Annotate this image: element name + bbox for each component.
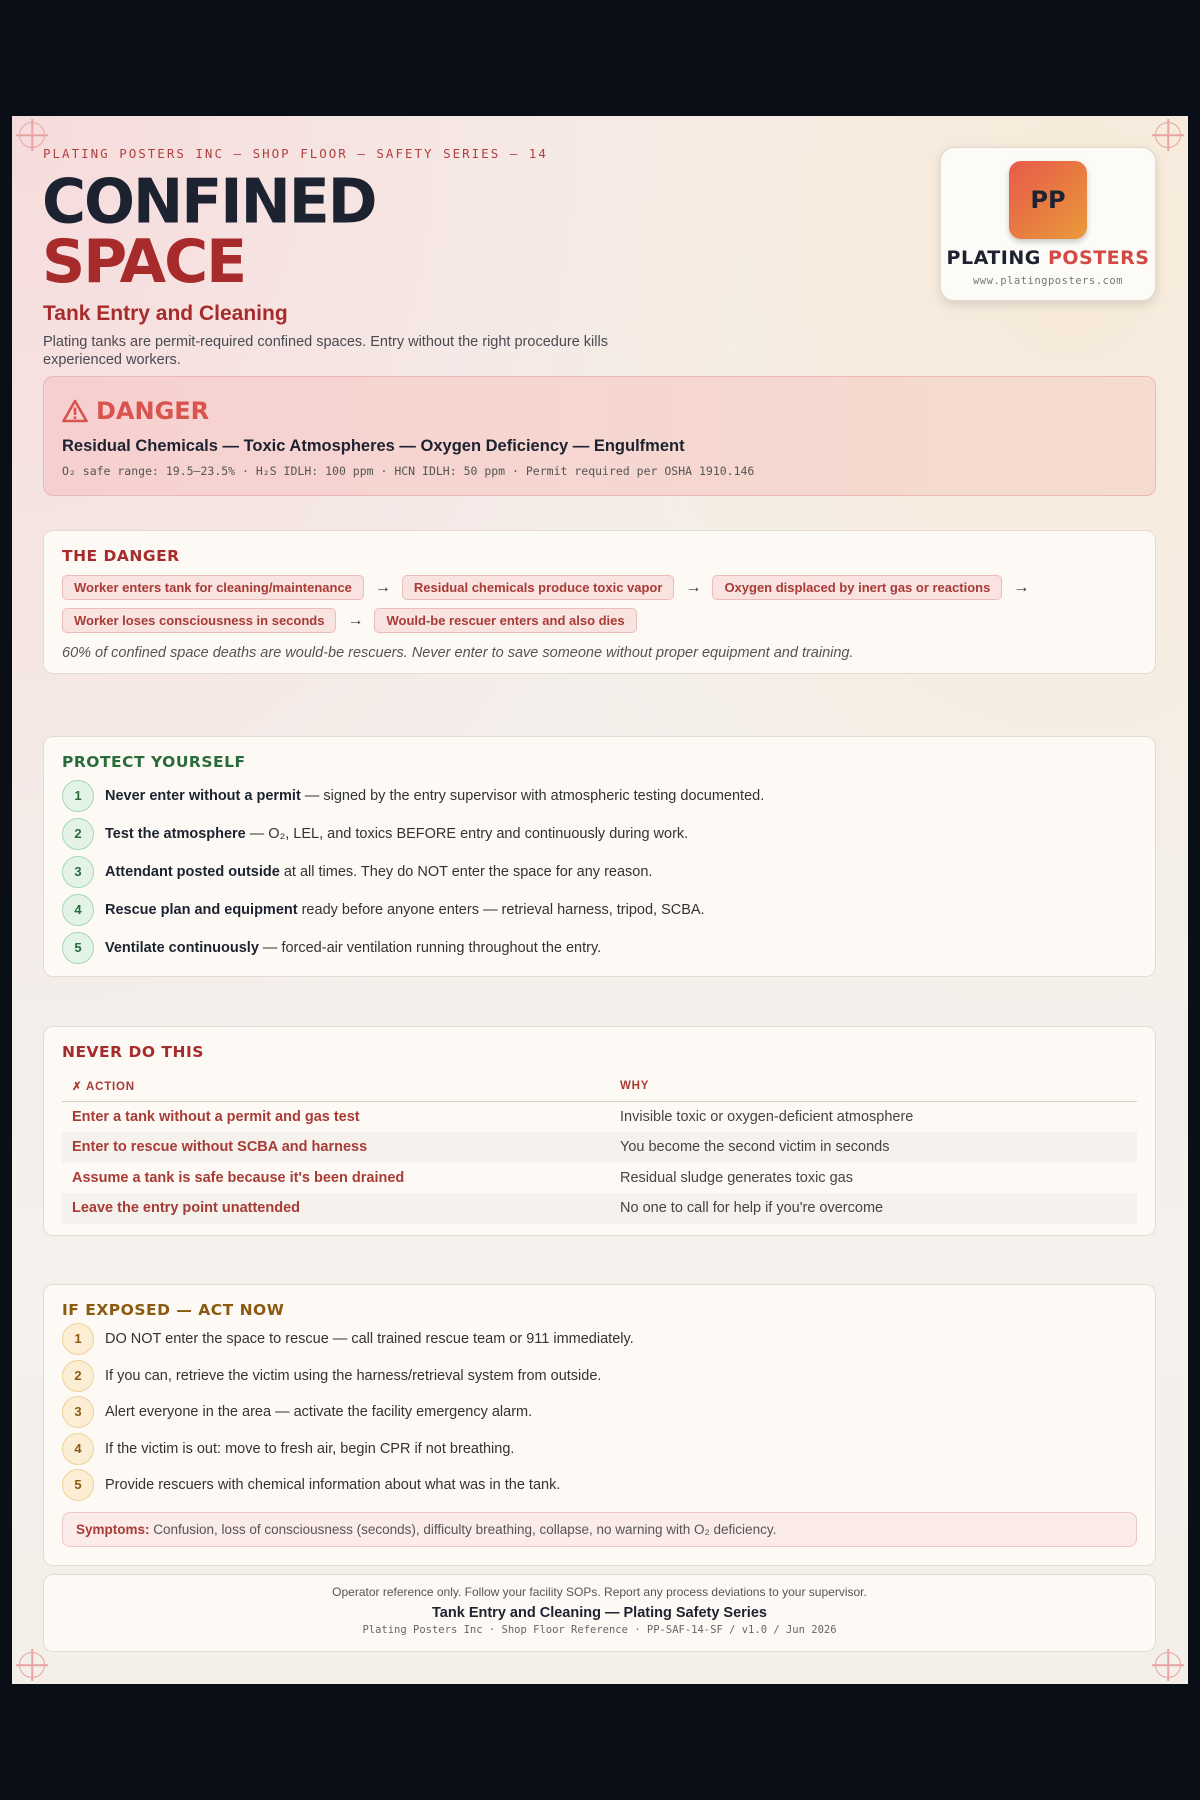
step-text bbox=[105, 902, 705, 918]
arrow-right-icon: → bbox=[685, 578, 702, 596]
step-rest: — forced-air ventilation running throughout the entry. bbox=[258, 940, 602, 956]
cell-why: Invisible toxic or oxygen-deficient atmosphere bbox=[620, 1109, 914, 1125]
list-item bbox=[62, 1431, 1137, 1468]
list-item bbox=[62, 1321, 1137, 1358]
brand-name bbox=[941, 247, 1155, 269]
footer-disclaimer: Operator reference only. Follow your facility SOPs. Report any process deviations to your supervisor. bbox=[332, 1585, 867, 1599]
step-bold: Never enter without a permit bbox=[105, 788, 301, 804]
step-number: 3 bbox=[62, 1396, 94, 1428]
brand-logo-card bbox=[940, 147, 1156, 301]
step-text: Provide rescuers with chemical information about what was in the tank. bbox=[105, 1477, 561, 1494]
cell-action: Leave the entry point unattended bbox=[62, 1193, 610, 1224]
column-header-why: WHY bbox=[610, 1073, 1137, 1102]
list-item bbox=[62, 815, 1137, 853]
crosshair-top-right bbox=[1155, 122, 1181, 148]
chain-step: Worker enters tank for cleaning/maintenance bbox=[62, 575, 364, 600]
footer-series-title: Tank Entry and Cleaning — Plating Safety Series bbox=[432, 1605, 767, 1621]
step-number: 4 bbox=[62, 1433, 94, 1465]
step-text: Alert everyone in the area — activate the facility emergency alarm. bbox=[105, 1404, 533, 1421]
arrow-right-icon: → bbox=[347, 611, 364, 629]
list-item bbox=[62, 1358, 1137, 1395]
step-number: 2 bbox=[62, 818, 94, 850]
chain-step: Oxygen displaced by inert gas or reactions bbox=[712, 575, 1002, 600]
danger-heading-text: DANGER bbox=[96, 397, 210, 425]
protect-yourself-card bbox=[43, 736, 1156, 977]
crosshair-bottom-left bbox=[19, 1652, 45, 1678]
exposed-title: IF EXPOSED — ACT NOW bbox=[62, 1301, 285, 1319]
step-number: 5 bbox=[62, 932, 94, 964]
brand-url: www.platingposters.com bbox=[972, 275, 1124, 287]
table-row bbox=[62, 1193, 1137, 1224]
intro-text: Plating tanks are permit-required confined spaces. Entry without the right procedure kills experienced workers. bbox=[43, 334, 608, 368]
chain-step: Would-be rescuer enters and also dies bbox=[374, 608, 636, 633]
column-header-action: ✗ ACTION bbox=[62, 1073, 610, 1102]
poster-title bbox=[42, 166, 376, 297]
safety-poster bbox=[12, 116, 1188, 1684]
step-rest: ready before anyone enters — retrieval harness, tripod, SCBA. bbox=[297, 902, 705, 918]
step-number: 4 bbox=[62, 894, 94, 926]
step-text bbox=[105, 940, 601, 956]
protect-steps bbox=[62, 777, 1137, 967]
step-number: 1 bbox=[62, 1323, 94, 1355]
step-text bbox=[105, 826, 688, 842]
step-text: If you can, retrieve the victim using the harness/retrieval system from outside. bbox=[105, 1367, 602, 1384]
if-exposed-card bbox=[43, 1284, 1156, 1566]
title-line-1: CONFINED bbox=[42, 166, 376, 238]
step-bold: Test the atmosphere bbox=[105, 826, 246, 842]
cell-action: Enter to rescue without SCBA and harness bbox=[62, 1132, 610, 1163]
danger-hazards: Residual Chemicals — Toxic Atmospheres — Oxygen Deficiency — Engulfment bbox=[62, 437, 685, 455]
footer-doc-id: Plating Posters Inc · Shop Floor Reference · PP-SAF-14-SF / v1.0 / Jun 2026 bbox=[362, 1624, 837, 1636]
step-bold: Rescue plan and equipment bbox=[105, 902, 298, 918]
list-item bbox=[62, 1467, 1137, 1504]
step-text: If the victim is out: move to fresh air, begin CPR if not breathing. bbox=[105, 1440, 515, 1457]
list-item bbox=[62, 929, 1137, 967]
list-item bbox=[62, 853, 1137, 891]
brand-name-part-2: POSTERS bbox=[1047, 247, 1150, 269]
danger-heading bbox=[62, 397, 1137, 425]
danger-chain bbox=[62, 575, 1062, 633]
never-table bbox=[62, 1073, 1137, 1224]
cell-action: Assume a tank is safe because it's been drained bbox=[72, 1169, 405, 1186]
step-text: DO NOT enter the space to rescue — call trained rescue team or 911 immediately. bbox=[105, 1331, 634, 1348]
exposed-steps bbox=[62, 1321, 1137, 1504]
table-header-row bbox=[62, 1073, 1137, 1102]
symptoms-text: Confusion, loss of consciousness (seconds), difficulty breathing, collapse, no warning with O₂ deficiency. bbox=[149, 1521, 777, 1537]
never-do-this-card bbox=[43, 1026, 1156, 1236]
poster-subtitle: Tank Entry and Cleaning bbox=[43, 302, 288, 325]
the-danger-title: THE DANGER bbox=[62, 547, 180, 565]
step-text bbox=[105, 788, 764, 804]
brand-name-part-1: PLATING bbox=[946, 247, 1041, 269]
list-item bbox=[62, 1394, 1137, 1431]
poster-footer bbox=[43, 1574, 1156, 1652]
warning-triangle-icon bbox=[62, 399, 88, 423]
list-item bbox=[62, 891, 1137, 929]
cell-why: You become the second victim in seconds bbox=[610, 1132, 1137, 1163]
table-row bbox=[62, 1163, 1137, 1194]
brand-logo-mark: PP bbox=[1009, 161, 1087, 239]
protect-title: PROTECT YOURSELF bbox=[62, 753, 246, 771]
arrow-right-icon: → bbox=[1013, 578, 1030, 596]
list-item bbox=[62, 777, 1137, 815]
table-row bbox=[62, 1132, 1137, 1163]
the-danger-card bbox=[43, 530, 1156, 674]
crosshair-top-left bbox=[19, 122, 45, 148]
cell-why: Residual sludge generates toxic gas bbox=[620, 1169, 853, 1186]
symptoms-box bbox=[62, 1512, 1137, 1547]
step-bold: Attendant posted outside bbox=[105, 864, 280, 880]
step-number: 1 bbox=[62, 780, 94, 812]
cell-action: Enter a tank without a permit and gas test bbox=[72, 1109, 360, 1125]
never-title: NEVER DO THIS bbox=[62, 1043, 204, 1061]
step-rest: — signed by the entry supervisor with atmospheric testing documented. bbox=[300, 788, 765, 804]
chain-step: Worker loses consciousness in seconds bbox=[62, 608, 336, 633]
step-rest: at all times. They do NOT enter the space for any reason. bbox=[279, 864, 653, 880]
danger-specs: O₂ safe range: 19.5–23.5% · H₂S IDLH: 100 ppm · HCN IDLH: 50 ppm · Permit required per OSHA 1910.146 bbox=[62, 464, 755, 478]
step-number: 5 bbox=[62, 1469, 94, 1501]
arrow-right-icon: → bbox=[374, 578, 391, 596]
step-number: 2 bbox=[62, 1360, 94, 1392]
title-line-2: SPACE bbox=[42, 227, 246, 297]
chain-step: Residual chemicals produce toxic vapor bbox=[402, 575, 675, 600]
step-number: 3 bbox=[62, 856, 94, 888]
table-row bbox=[62, 1102, 1137, 1133]
danger-banner bbox=[43, 376, 1156, 496]
crosshair-bottom-right bbox=[1155, 1652, 1181, 1678]
cell-why: No one to call for help if you're overcome bbox=[610, 1193, 1137, 1224]
danger-note: 60% of confined space deaths are would-be rescuers. Never enter to save someone without proper equipment and training. bbox=[62, 645, 854, 661]
step-text bbox=[105, 864, 652, 880]
series-eyebrow: PLATING POSTERS INC — SHOP FLOOR — SAFETY SERIES — 14 bbox=[43, 146, 548, 161]
step-bold: Ventilate continuously bbox=[105, 940, 259, 956]
symptoms-label: Symptoms: bbox=[76, 1521, 150, 1537]
step-rest: — O₂, LEL, and toxics BEFORE entry and continuously during work. bbox=[245, 826, 689, 842]
